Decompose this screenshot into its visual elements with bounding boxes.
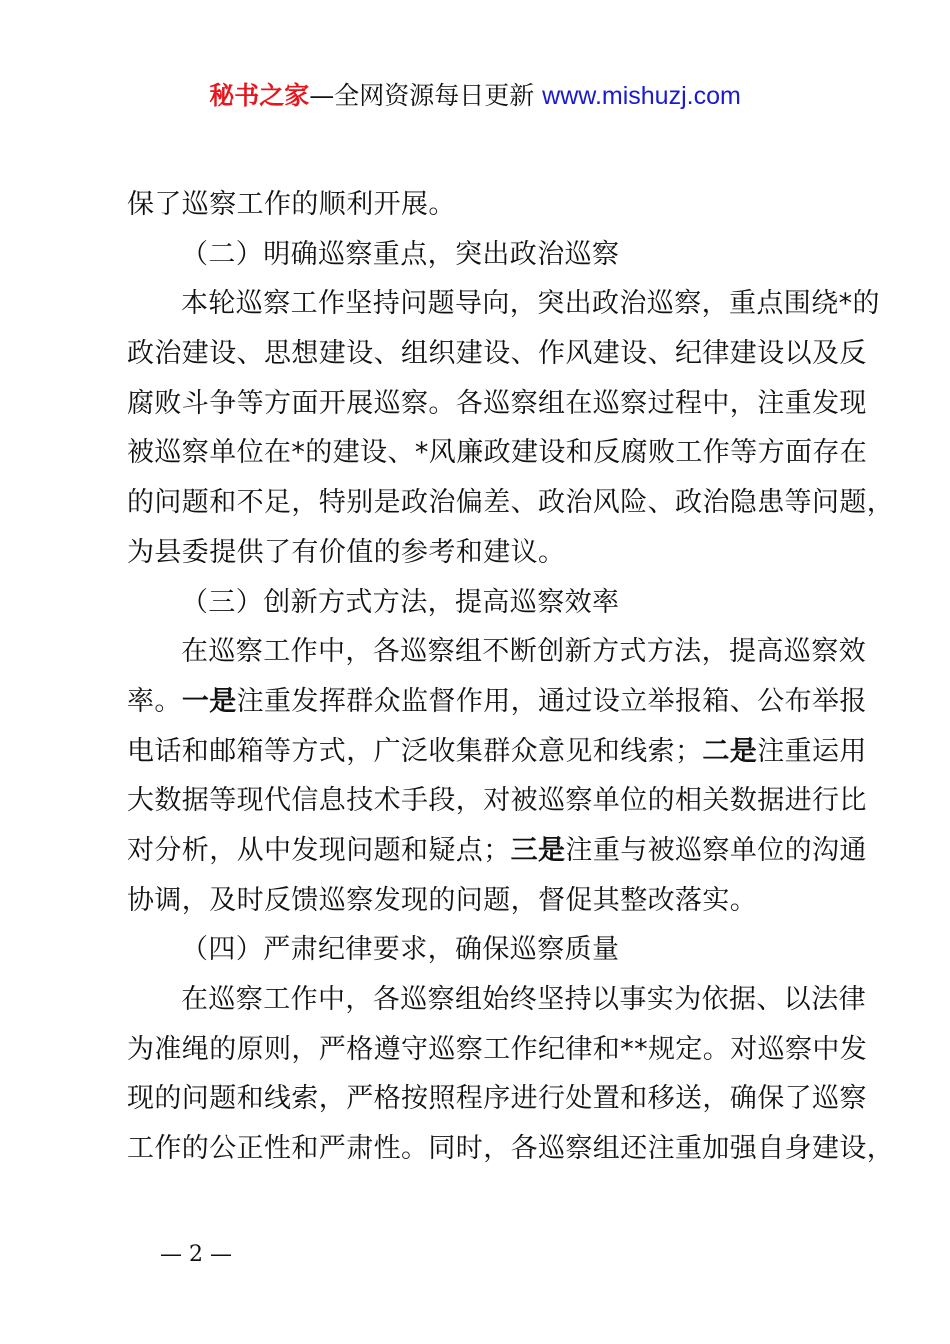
document-body (127, 180, 895, 1174)
text-run: 对分析，从中发现问题和疑点； (127, 834, 511, 866)
text-run: 率。 (127, 685, 182, 717)
bold-marker: 三是 (510, 834, 566, 866)
paragraph-line (127, 677, 867, 727)
paragraph-line: 工作的公正性和严肃性。同时，各巡察组还注重加强自身建设， (127, 1133, 895, 1165)
section-heading-3: （三）创新方式方法，提高巡察效率 (181, 586, 620, 618)
section-heading-4: （四）严肃纪律要求，确保巡察质量 (181, 934, 620, 966)
text-run: 注重运用 (757, 735, 867, 767)
text-run: 注重与被巡察单位的沟通 (565, 834, 867, 866)
paragraph-line: 本轮巡察工作坚持问题导向，突出政治巡察，重点围绕*的 (181, 288, 880, 320)
paragraph-line: 为准绳的原则，严格遵守巡察工作纪律和**规定。对巡察中发 (127, 1033, 868, 1065)
paragraph-line: 保了巡察工作的顺利开展。 (127, 189, 456, 220)
section-heading-2: （二）明确巡察重点，突出政治巡察 (181, 238, 620, 270)
paragraph-line: 的问题和不足，特别是政治偏差、政治风险、政治隐患等问题， (127, 487, 895, 519)
page-number: — 2 — (160, 1242, 232, 1267)
paragraph-line: 被巡察单位在*的建设、*风廉政建设和反腐败工作等方面存在 (127, 437, 868, 469)
text-run: 注重发挥群众监督作用，通过设立举报箱、公布举报 (236, 685, 867, 717)
paragraph-line: 协调，及时反馈巡察发现的问题，督促其整改落实。 (127, 884, 758, 916)
paragraph-line: 大数据等现代信息技术手段，对被巡察单位的相关数据进行比 (127, 785, 867, 817)
paragraph-line (127, 826, 867, 876)
site-brand: 秘书之家 (209, 81, 310, 110)
site-banner (0, 80, 950, 112)
paragraph-line: 现的问题和线索，严格按照程序进行处置和移送，确保了巡察 (127, 1083, 867, 1115)
bold-marker: 一是 (181, 685, 237, 717)
paragraph-line: 在巡察工作中，各巡察组始终坚持以事实为依据、以法律 (181, 984, 866, 1015)
site-url-link[interactable]: www.mishuzj.com (542, 82, 741, 110)
paragraph-line: 为县委提供了有价值的参考和建议。 (127, 536, 566, 568)
bold-marker: 二是 (702, 735, 758, 767)
paragraph-line: 腐败斗争等方面开展巡察。各巡察组在巡察过程中，注重发现 (127, 387, 867, 419)
paragraph-line (127, 727, 867, 777)
text-run: 电话和邮箱等方式，广泛收集群众意见和线索； (127, 735, 703, 767)
paragraph-line: 在巡察工作中，各巡察组不断创新方式方法，提高巡察效 (181, 636, 866, 668)
paragraph-line: 政治建设、思想建设、组织建设、作风建设、纪律建设以及反 (127, 338, 867, 370)
site-tagline: —全网资源每日更新 (309, 81, 543, 110)
